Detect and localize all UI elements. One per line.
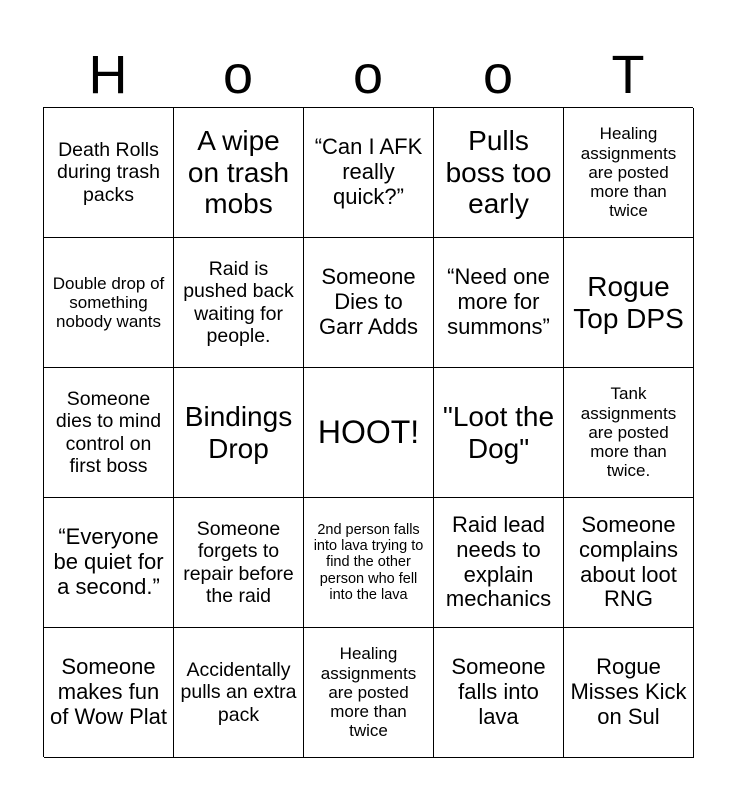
header-letter-4: o bbox=[482, 45, 514, 105]
header-letter-5: T bbox=[611, 45, 645, 105]
header-letter-2: o bbox=[222, 45, 254, 105]
bingo-cell-r5c3[interactable]: Healing assignments are posted more than twice bbox=[304, 628, 434, 758]
bingo-cell-r1c1[interactable]: Death Rolls during trash packs bbox=[44, 108, 174, 238]
header-letter-1: H bbox=[88, 45, 128, 105]
bingo-cell-r2c1[interactable]: Double drop of something nobody wants bbox=[44, 238, 174, 368]
bingo-cell-r1c2[interactable]: A wipe on trash mobs bbox=[174, 108, 304, 238]
bingo-cell-r1c5[interactable]: Healing assignments are posted more than twice bbox=[564, 108, 694, 238]
bingo-cell-r2c4[interactable]: “Need one more for summons” bbox=[434, 238, 564, 368]
bingo-cell-r4c1[interactable]: “Everyone be quiet for a second.” bbox=[44, 498, 174, 628]
bingo-cell-r2c3[interactable]: Someone Dies to Garr Adds bbox=[304, 238, 434, 368]
bingo-cell-r5c4[interactable]: Someone falls into lava bbox=[434, 628, 564, 758]
bingo-cell-r3c3-free[interactable]: HOOT! bbox=[304, 368, 434, 498]
bingo-cell-r4c5[interactable]: Someone complains about loot RNG bbox=[564, 498, 694, 628]
bingo-cell-r4c3[interactable]: 2nd person falls into lava trying to find the other person who fell into the lava bbox=[304, 498, 434, 628]
bingo-cell-r4c2[interactable]: Someone forgets to repair before the raid bbox=[174, 498, 304, 628]
bingo-cell-r3c1[interactable]: Someone dies to mind control on first boss bbox=[44, 368, 174, 498]
bingo-cell-r2c5[interactable]: Rogue Top DPS bbox=[564, 238, 694, 368]
bingo-cell-r4c4[interactable]: Raid lead needs to explain mechanics bbox=[434, 498, 564, 628]
bingo-cell-r5c1[interactable]: Someone makes fun of Wow Plat bbox=[44, 628, 174, 758]
bingo-cell-r5c2[interactable]: Accidentally pulls an extra pack bbox=[174, 628, 304, 758]
header-letter-3: o bbox=[352, 45, 384, 105]
bingo-cell-r1c4[interactable]: Pulls boss too early bbox=[434, 108, 564, 238]
bingo-cell-r3c4[interactable]: "Loot the Dog" bbox=[434, 368, 564, 498]
bingo-header bbox=[43, 44, 693, 106]
bingo-cell-r5c5[interactable]: Rogue Misses Kick on Sul bbox=[564, 628, 694, 758]
bingo-cell-r1c3[interactable]: “Can I AFK really quick?” bbox=[304, 108, 434, 238]
bingo-cell-r2c2[interactable]: Raid is pushed back waiting for people. bbox=[174, 238, 304, 368]
bingo-grid bbox=[43, 107, 693, 757]
bingo-cell-r3c5[interactable]: Tank assignments are posted more than twice. bbox=[564, 368, 694, 498]
bingo-cell-r3c2[interactable]: Bindings Drop bbox=[174, 368, 304, 498]
